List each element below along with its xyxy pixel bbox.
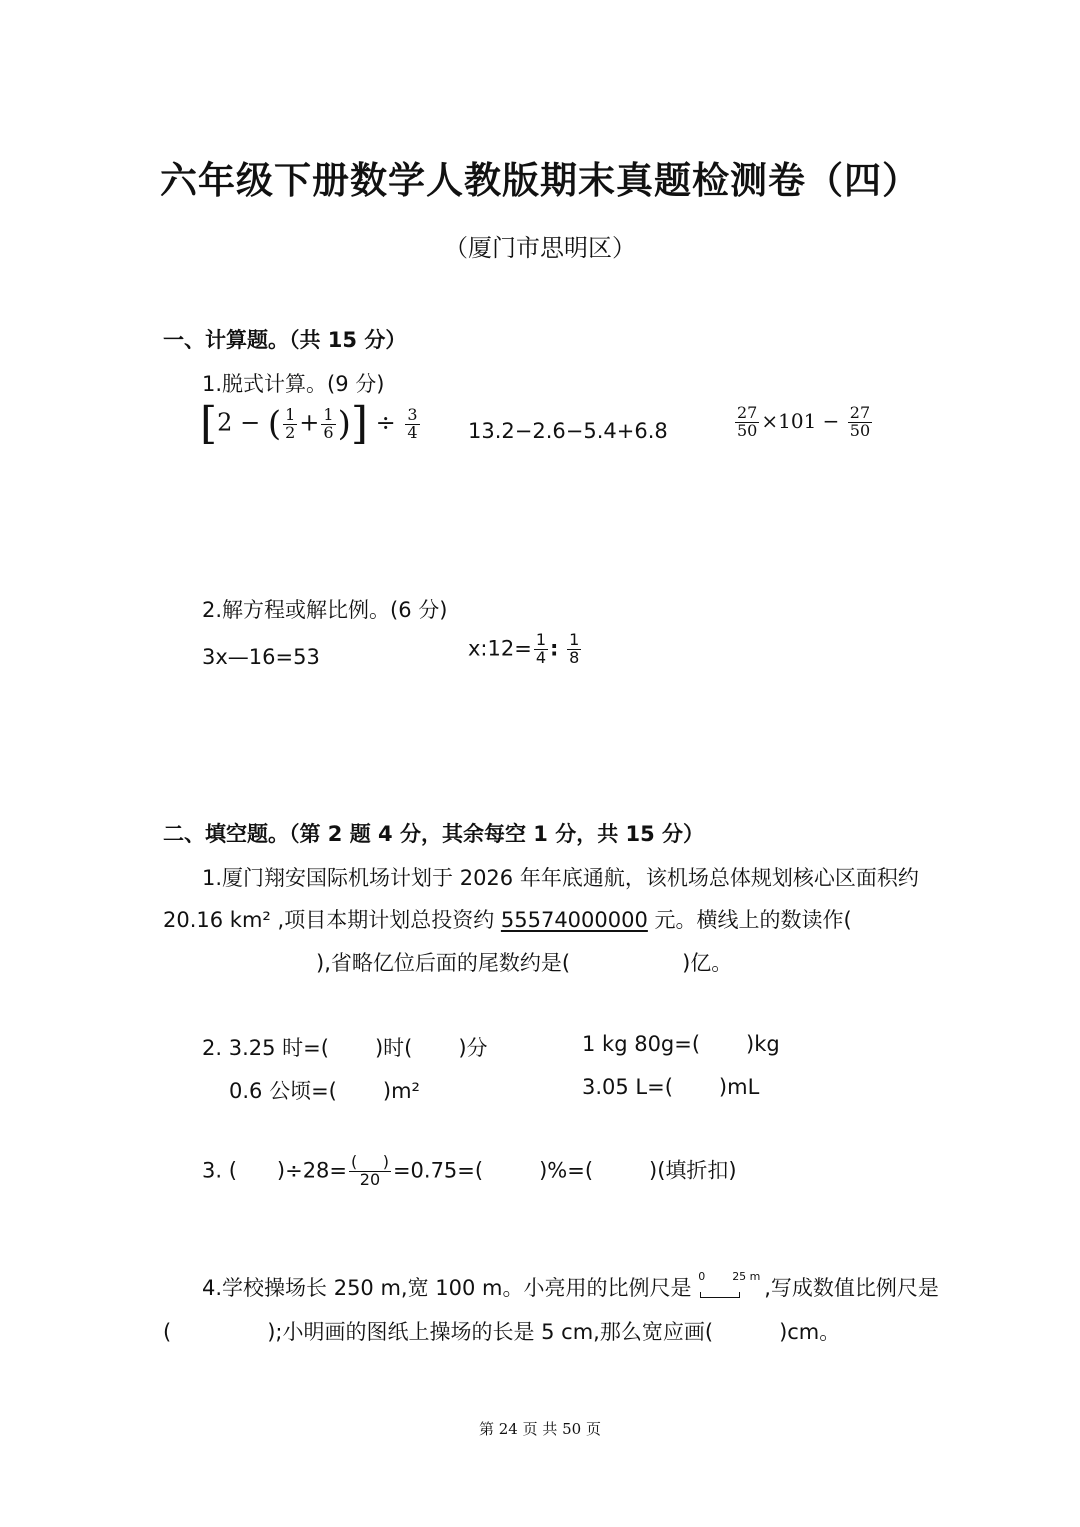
- fraction-blank-20: $\frac{( )}{20}$: [351, 1152, 389, 1189]
- left-paren: (: [267, 404, 282, 444]
- s2-q1-line1: 1.厦门翔安国际机场计划于 2026 年年底通航，该机场总体规划核心区面积约: [202, 866, 919, 890]
- s2-q1-text-end: 元。横线上的数读作(: [647, 908, 852, 932]
- s2-q3: [202, 1154, 737, 1189]
- s2-q2-row2-right: [582, 1075, 759, 1099]
- right-bracket: ]: [350, 398, 369, 449]
- fraction-1-8: $\frac{1}{8}$: [569, 630, 580, 667]
- q2-i: )mL: [718, 1075, 760, 1099]
- fraction-1-6: $\frac{1}{6}$: [323, 404, 334, 442]
- q3-b: )÷28=: [276, 1158, 348, 1183]
- q2-b: )时(: [374, 1036, 413, 1060]
- times-101: ×101 −: [761, 408, 840, 433]
- q3-a: 3. (: [202, 1158, 237, 1183]
- fraction-27-50-b: $\frac{27}{50}$: [849, 403, 871, 440]
- s2-q1-line3-b: )亿。: [682, 951, 733, 975]
- calc-expression-2: 13.2−2.6−5.4+6.8: [468, 419, 668, 443]
- equation-1: 3x—16=53: [202, 645, 320, 669]
- underlined-number: 55574000000: [500, 908, 648, 932]
- q3-e: )(填折扣): [649, 1158, 737, 1183]
- calc-expression-1: [200, 398, 422, 449]
- calc-expression-3: [733, 405, 874, 440]
- left-bracket: [: [200, 398, 218, 449]
- equation-2: [468, 632, 583, 667]
- section1-q2-label: 2.解方程或解比例。(6 分): [202, 598, 448, 622]
- page-title: 六年级下册数学人教版期末真题检测卷（四）: [160, 159, 920, 202]
- s2-q2-row2-left: [229, 1075, 420, 1105]
- page-footer: 第 24 页 共 50 页: [478, 1420, 601, 1438]
- section1-q1-label: 1.脱式计算。(9 分): [202, 372, 385, 396]
- scale-zero: 0: [698, 1270, 706, 1283]
- q2-g: )m²: [382, 1079, 420, 1103]
- page-subtitle: （厦门市思明区）: [444, 234, 636, 262]
- divide-sign: ÷: [375, 408, 396, 437]
- q2-e: )kg: [746, 1032, 780, 1056]
- q2-a: 2. 3.25 时=(: [202, 1036, 329, 1060]
- s2-q1-line2: [163, 904, 852, 934]
- s2-q1-line3: [316, 947, 732, 977]
- expr1-two: 2 −: [217, 408, 261, 437]
- equation-2-prefix: x:12=: [468, 636, 532, 661]
- s2-q4-line2: [163, 1316, 840, 1346]
- section2-heading: 二、填空题。（第 2 题 4 分，其余每空 1 分，共 15 分）: [163, 822, 705, 846]
- q2-f: 0.6 公顷=(: [229, 1079, 337, 1103]
- q4-line2-a: (: [163, 1320, 172, 1344]
- scale-25m: 25 m: [732, 1270, 761, 1283]
- section1-heading: 一、计算题。（共 15 分）: [163, 328, 407, 352]
- fraction-3-4: $\frac{3}{4}$: [407, 404, 418, 442]
- area-value: 20.16 km²: [163, 908, 271, 932]
- fraction-1-4: $\frac{1}{4}$: [535, 630, 547, 667]
- plus-sign: +: [299, 408, 320, 437]
- q2-c: )分: [458, 1036, 488, 1060]
- q2-h: 3.05 L=(: [582, 1075, 673, 1099]
- q4-line2-c: )cm。: [779, 1320, 841, 1344]
- colon: :: [550, 636, 559, 661]
- q4-line2-b: );小明画的图纸上操场的长是 5 cm,那么宽应画(: [267, 1320, 714, 1344]
- q4-line1-a: 4.学校操场长 250 m,宽 100 m。小亮用的比例尺是: [202, 1276, 692, 1300]
- q3-d: )%=(: [539, 1158, 594, 1183]
- line-scale-graphic: [698, 1270, 764, 1302]
- fraction-27-50-a: $\frac{27}{50}$: [737, 403, 758, 440]
- s2-q1-text: ,项目本期计划总投资约: [270, 908, 501, 932]
- fraction-1-2: $\frac{1}{2}$: [285, 404, 296, 442]
- q4-line1-b: ,写成数值比例尺是: [764, 1276, 939, 1300]
- s2-q4-line1: [202, 1272, 939, 1302]
- q3-c: =0.75=(: [392, 1158, 484, 1183]
- q2-d: 1 kg 80g=(: [582, 1032, 701, 1056]
- s2-q2-row1-right: [582, 1032, 780, 1056]
- right-paren: ): [337, 404, 351, 444]
- s2-q1-line3-a: ),省略亿位后面的尾数约是(: [316, 951, 571, 975]
- s2-q2-row1-left: [202, 1032, 488, 1062]
- scale-bar: [700, 1292, 740, 1298]
